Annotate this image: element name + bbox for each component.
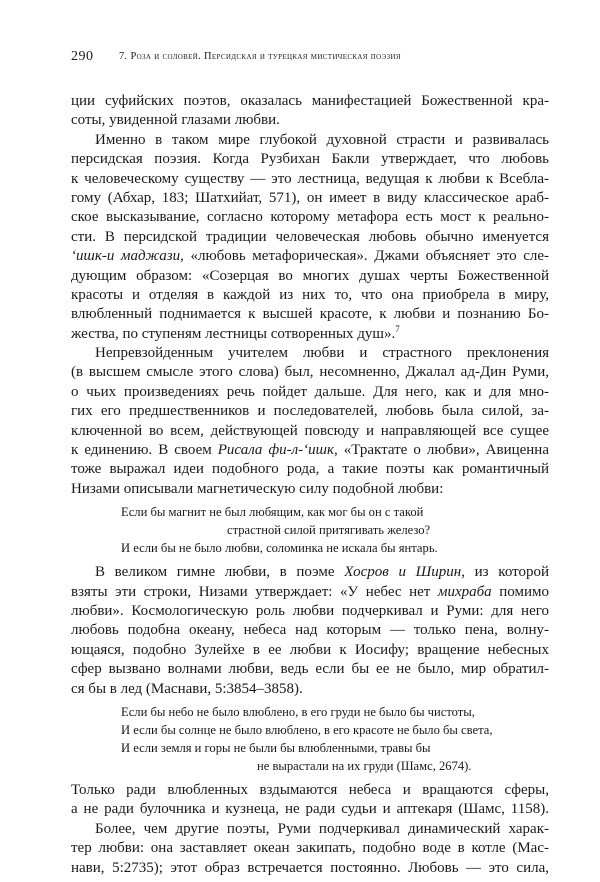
page-header <box>71 49 549 67</box>
text-line: о чьих произведениях речь пойдет дальше. Для него, как и для мно- <box>71 383 549 400</box>
text-line <box>71 563 549 582</box>
text-line: (в высшем смысле этого слова) был, несомненно, Джалал ад-Дин Руми, <box>71 364 549 381</box>
text-fragment: взяты эти строки, Низами утверждает: «У небес нет <box>71 583 431 600</box>
text-line: Именно в таком мире глубокой духовной страсти и развивалась <box>95 131 549 148</box>
text-line: соты, увиденной глазами любви. <box>71 112 280 129</box>
text-fragment: жества, по ступеням лестницы сотворенных душ». <box>71 325 396 342</box>
page-body <box>71 92 549 878</box>
text-line <box>71 441 549 460</box>
text-fragment: , «Трактате о любви», Авиценна <box>333 442 549 459</box>
text-fragment: , из которой <box>461 564 549 581</box>
text-line: ское высказывание, согласно которому метафора есть мост к реально- <box>71 209 549 226</box>
text-fragment: помимо <box>499 583 549 600</box>
text-line: дующим образом: «Созерцая во многих душах черты Божественной <box>71 267 549 284</box>
text-line: нави, 5:2735); этот образ встречается постоянно. Любовь — это сила, <box>71 859 549 876</box>
text-fragment: В великом гимне любви, в поэме <box>95 564 335 581</box>
verse-line: И если бы не было любви, соломинка не искала бы янтарь. <box>121 541 438 556</box>
text-line <box>71 325 549 344</box>
text-line: влюбленный поднимается к высшей красоте, к любви и познанию Бо- <box>71 306 549 323</box>
italic-term: михраба <box>437 583 492 600</box>
text-line: к человеческому существу — это лестница, ведущая к любви к Всебла- <box>71 170 549 187</box>
verse-line: Если бы магнит не был любящим, как мог бы он с такой <box>121 505 424 520</box>
text-line: тоже выражал идеи подобного рода, а такие поэты как романтичный <box>71 461 549 478</box>
text-line: тер любви: она заставляет океан закипать, подобно воде в котле (Мас- <box>71 840 549 857</box>
text-line: любовь подобна океану, небеса над которым — только пена, волну- <box>71 622 549 639</box>
text-line: сти. В персидской традиции человеческая любовь обычно именуется <box>71 228 549 245</box>
text-line: а не ради булочника и кузнеца, не ради судьи и аптекаря (Шамс, 1158). <box>71 801 549 818</box>
text-line: гому (Абхар, 183; Шатхийат, 571), он имеет в виду классическое араб- <box>71 189 549 206</box>
text-line: Низами описывали магнетическую силу подобной любви: <box>71 480 444 497</box>
text-line: любви». Космологическую роль любви подчеркивал и Руми: для него <box>71 602 549 619</box>
verse-line: Если бы небо не было влюблено, в его груди не было бы чистоты, <box>121 704 475 719</box>
text-line: ющаяся, подобно Зулейхе в ее любви к Иосифу; вращение небесных <box>71 641 549 658</box>
running-head: 7. Роза и соловей. Персидская и турецкая мистическая поэзия <box>119 51 401 62</box>
text-line: персидская поэзия. Когда Рузбихан Бакли утверждает, что любовь <box>71 151 549 168</box>
text-line: красоты и отделяя в каждой из них то, что она приобрела в миру, <box>71 286 549 303</box>
verse-line: И если земля и горы не были бы влюбленными, травы бы <box>121 740 431 755</box>
text-line <box>71 583 549 602</box>
italic-title: Рисала фи-л-‘ишк <box>217 442 334 459</box>
text-line: Более, чем другие поэты, Руми подчеркивал динамический харак- <box>95 820 549 837</box>
text-line: Непревзойденным учителем любви и страстного преклонения <box>95 345 549 362</box>
page-number: 290 <box>71 49 94 64</box>
text-line: ции суфийских поэтов, оказалась манифестацией Божественной кра- <box>71 93 549 109</box>
text-line <box>71 247 549 266</box>
verse-line: не вырастали на их груди (Шамс, 2674). <box>257 758 472 773</box>
verse-line: И если бы солнце не было влюблено, в его красоте не было бы света, <box>121 722 493 737</box>
footnote-marker[interactable]: 7 <box>395 323 400 334</box>
verse-line: страстной силой притягивать железо? <box>227 523 431 538</box>
text-line: ся бы в лед (Маснави, 5:3854–3858). <box>71 680 303 697</box>
text-line: сфер вызвано волнами любви, ведь если бы ее не было, мир обратил- <box>71 661 549 678</box>
text-fragment: к единению. В своем <box>71 442 212 459</box>
text-line: гих его предшественников и последователей, любовь была силой, за- <box>71 403 549 420</box>
italic-title: Хосров и Ширин <box>344 564 462 581</box>
italic-term: ‘ишк-и маджази <box>71 248 181 265</box>
text-line: Только ради влюбленных вздымаются небеса и вращаются сферы, <box>71 781 549 798</box>
text-line: ключенной во всем, действующей повсюду и направляющей все сущее <box>71 422 549 439</box>
text-fragment: , «любовь метафорическая». Джами объясняет это сле- <box>180 248 549 265</box>
